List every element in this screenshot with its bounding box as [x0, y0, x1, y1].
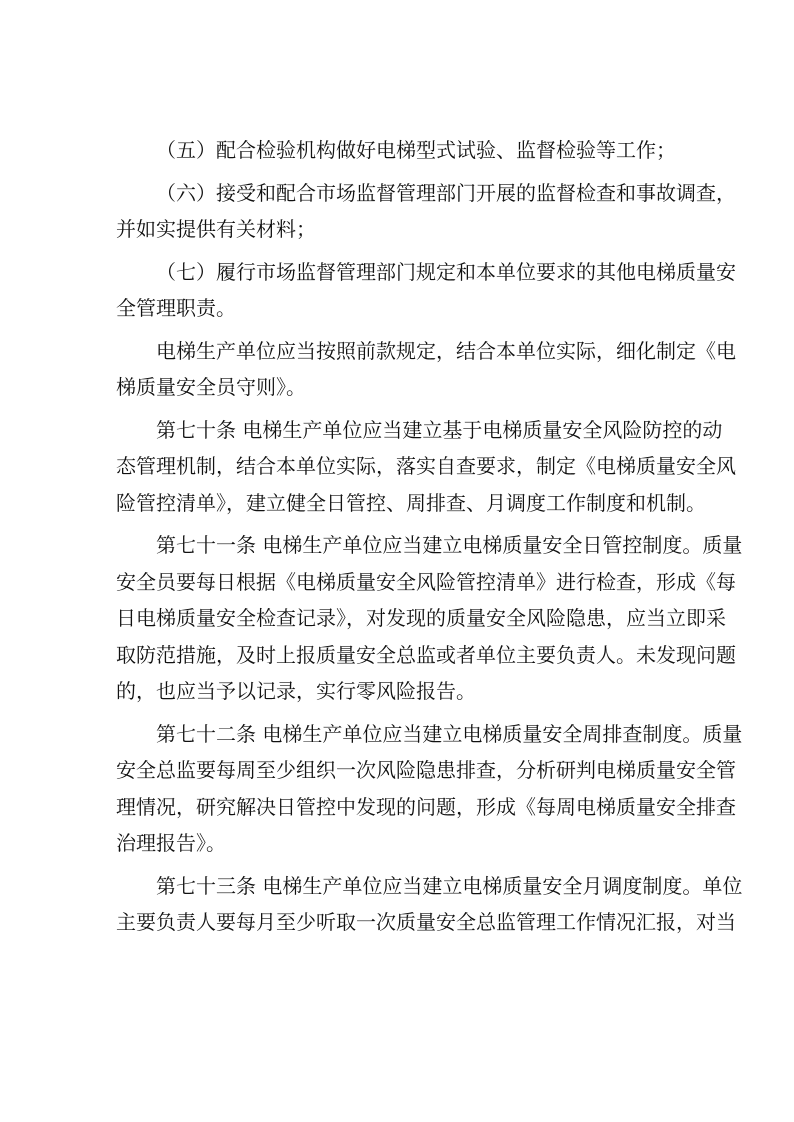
text-line: 并如实提供有关材料； [116, 217, 316, 241]
paragraph-item-7 [116, 254, 736, 327]
text-line: 第七十一条 电梯生产单位应当建立电梯质量安全日管控制度。质量 [156, 533, 743, 557]
paragraph-item-6 [116, 175, 736, 248]
text-line: 主要负责人要每月至少听取一次质量安全总监管理工作情况汇报，对当 [116, 910, 736, 934]
text-line: 第七十二条 电梯生产单位应当建立电梯质量安全周排查制度。质量 [156, 721, 743, 746]
text-line: 第七十三条 电梯生产单位应当建立电梯质量安全月调度制度。单位 [156, 873, 743, 898]
text-line: 安全总监要每周至少组织一次风险隐患排查，分析研判电梯质量安全管 [116, 758, 736, 782]
text-line: 态管理机制，结合本单位实际，落实自查要求，制定《电梯质量安全风 [116, 454, 736, 478]
text-line: （五）配合检验机构做好电梯型式试验、监督检验等工作； [156, 138, 676, 162]
text-line: 安全员要每日根据《电梯质量安全风险管控清单》进行检查，形成《每 [116, 569, 736, 594]
article-73 [116, 868, 743, 941]
paragraph-item-5 [116, 132, 692, 169]
article-70 [116, 412, 736, 522]
document-body [116, 132, 743, 941]
text-line: 全管理职责。 [116, 296, 236, 320]
text-line: 理情况，研究解决日管控中发现的问题，形成《每周电梯质量安全排查 [116, 794, 736, 819]
text-line: 治理报告》。 [116, 831, 226, 855]
text-line: 第七十条 电梯生产单位应当建立基于电梯质量安全风险防控的动 [156, 417, 723, 442]
article-71 [116, 527, 743, 710]
article-72 [116, 716, 743, 862]
text-line: 电梯生产单位应当按照前款规定，结合本单位实际，细化制定《电 [156, 338, 736, 363]
text-line: （六）接受和配合市场监督管理部门开展的监督检查和事故调查， [156, 180, 736, 205]
text-line: 梯质量安全员守则》。 [116, 375, 306, 399]
text-line: （七）履行市场监督管理部门规定和本单位要求的其他电梯质量安 [156, 259, 736, 284]
text-line: 险管控清单》，建立健全日管控、周排查、月调度工作制度和机制。 [116, 490, 706, 515]
paragraph-rules-summary [116, 333, 736, 406]
text-line: 的，也应当予以记录，实行零风险报告。 [116, 679, 476, 703]
text-line: 取防范措施，及时上报质量安全总监或者单位主要负责人。未发现问题 [116, 642, 736, 667]
text-line: 日电梯质量安全检查记录》，对发现的质量安全风险隐患，应当立即采 [116, 606, 726, 630]
